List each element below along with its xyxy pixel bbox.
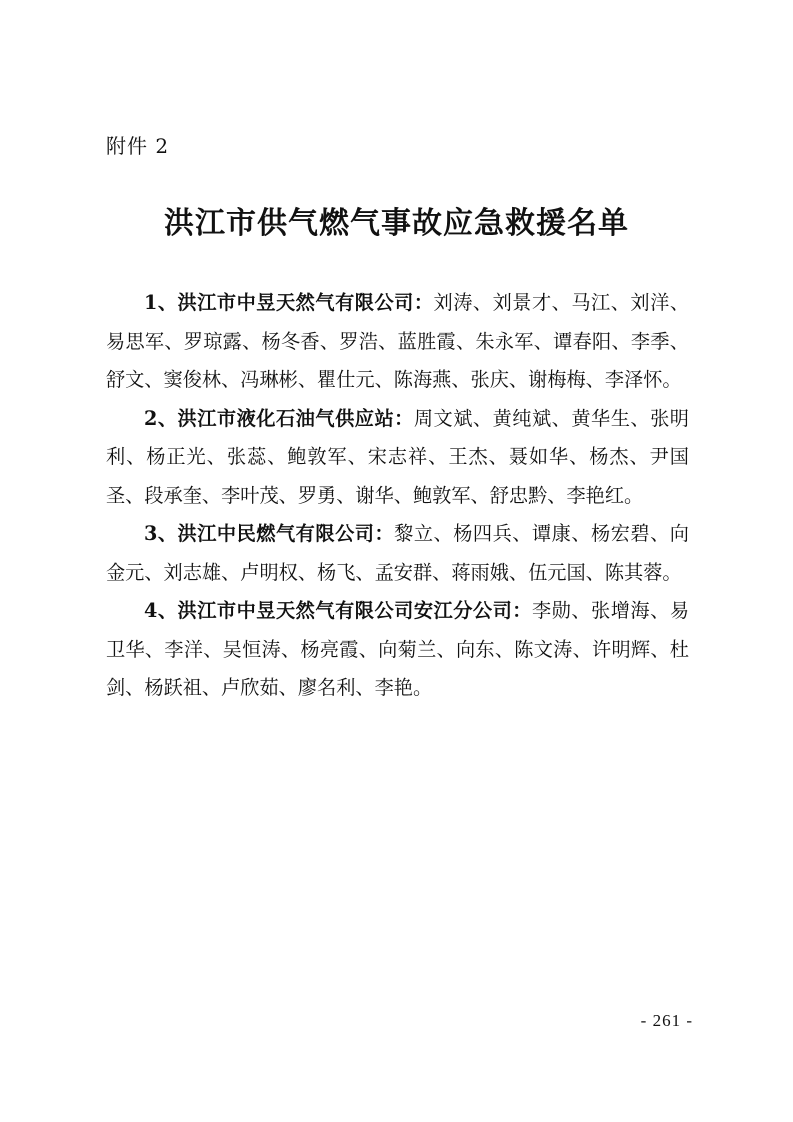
section-1-label: 1、洪江市中昱天然气有限公司： (144, 291, 434, 314)
section-4-names: 李勋、张增海、易卫华、李洋、吴恒涛、杨亮霞、向菊兰、向东、陈文涛、许明辉、杜剑、杨跃祖、卢欣茹、廖名利、李艳。 (106, 599, 690, 699)
section-2-names: 周文斌、黄纯斌、黄华生、张明利、杨正光、张蕊、鲍敦军、宋志祥、王杰、聂如华、杨杰、尹国圣、段承奎、李叶茂、罗勇、谢华、鲍敦军、舒忠黔、李艳红。 (106, 406, 689, 507)
section-1-names: 刘涛、刘景才、马江、刘洋、易思军、罗琼露、杨冬香、罗浩、蓝胜霞、朱永军、谭春阳、李季、舒文、窦俊林、冯琳彬、瞿仕元、陈海燕、张庆、谢梅梅、李泽怀。 (106, 291, 690, 391)
section-3-names: 黎立、杨四兵、谭康、杨宏碧、向金元、刘志雄、卢明权、杨飞、孟安群、蒋雨娥、伍元国、陈其蓉。 (106, 522, 689, 584)
section-4-label: 4、洪江市中昱天然气有限公司安江分公司： (144, 599, 532, 622)
section-2-label: 2、洪江市液化石油气供应站： (144, 406, 414, 430)
section-4 (106, 592, 689, 708)
section-1 (106, 284, 689, 400)
page-number: - 261 - (640, 1011, 693, 1030)
name-list (106, 284, 689, 708)
attachment-label: 附件 2 (106, 134, 170, 158)
section-2 (106, 400, 689, 516)
section-3 (106, 515, 689, 592)
section-3-label: 3、洪江中民燃气有限公司： (144, 522, 395, 545)
page-title: 洪江市供气燃气事故应急救援名单 (164, 206, 629, 241)
